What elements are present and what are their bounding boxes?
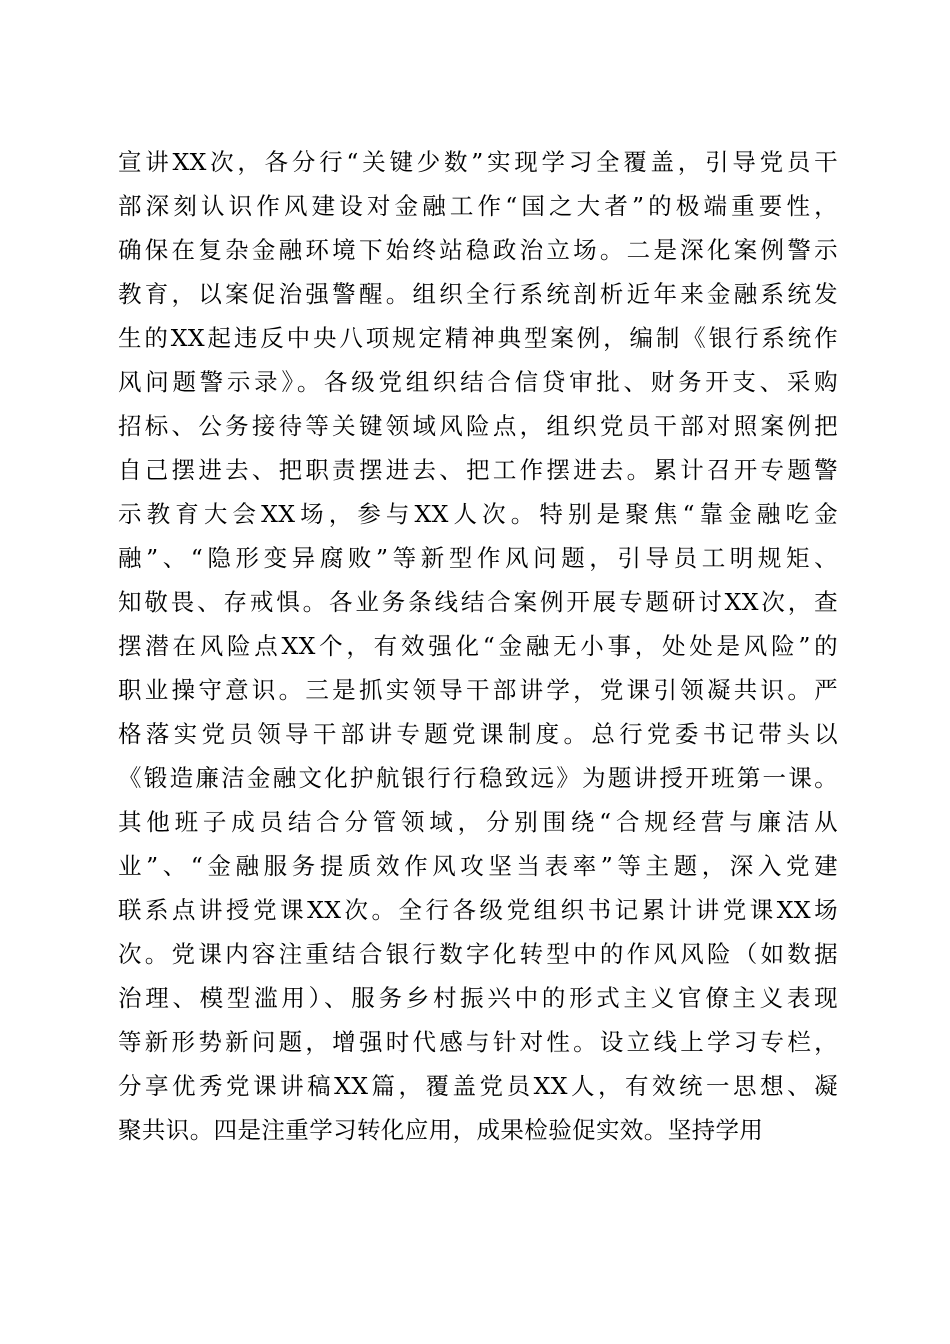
text-line: 风问题警示录》。各级党组织结合信贷审批、财务开支、采购 — [118, 368, 838, 396]
text-line: 招标、公务接待等关键领域风险点，组织党员干部对照案例把 — [118, 412, 838, 440]
text-line: 确保在复杂金融环境下始终站稳政治立场。二是深化案例警示 — [118, 236, 838, 264]
text-line: 生的XX起违反中央八项规定精神典型案例，编制《银行系统作 — [118, 324, 838, 352]
text-line: 其他班子成员结合分管领域，分别围绕“合规经营与廉洁从 — [118, 808, 838, 836]
text-line: 自己摆进去、把职责摆进去、把工作摆进去。累计召开专题警 — [118, 456, 838, 484]
text-line: 等新形势新问题，增强时代感与针对性。设立线上学习专栏， — [118, 1028, 838, 1056]
text-line: 格落实党员领导干部讲专题党课制度。总行党委书记带头以 — [118, 720, 838, 748]
text-line: 示教育大会XX场，参与XX人次。特别是聚焦“靠金融吃金 — [118, 500, 838, 528]
body-text — [118, 140, 838, 1152]
text-line: 知敬畏、存戒惧。各业务条线结合案例开展专题研讨XX次，查 — [118, 588, 838, 616]
text-line: 宣讲XX次，各分行“关键少数”实现学习全覆盖，引导党员干 — [118, 148, 838, 176]
text-line: 次。党课内容注重结合银行数字化转型中的作风风险（如数据 — [118, 940, 838, 968]
text-line: 职业操守意识。三是抓实领导干部讲学，党课引领凝共识。严 — [118, 676, 838, 704]
text-line: 摆潜在风险点XX个，有效强化“金融无小事，处处是风险”的 — [118, 632, 838, 660]
text-line: 分享优秀党课讲稿XX篇，覆盖党员XX人，有效统一思想、凝 — [118, 1072, 838, 1100]
text-line: 教育，以案促治强警醒。组织全行系统剖析近年来金融系统发 — [118, 280, 838, 308]
text-line: 融”、“隐形变异腐败”等新型作风问题，引导员工明规矩、 — [118, 544, 838, 572]
text-line: 部深刻认识作风建设对金融工作“国之大者”的极端重要性， — [118, 192, 838, 220]
text-line: 业”、“金融服务提质效作风攻坚当表率”等主题，深入党建 — [118, 852, 838, 880]
text-line: 联系点讲授党课XX次。全行各级党组织书记累计讲党课XX场 — [118, 896, 838, 924]
text-line: 聚共识。四是注重学习转化应用，成果检验促实效。坚持学用 — [118, 1116, 764, 1144]
text-line: 治理、模型滥用）、服务乡村振兴中的形式主义官僚主义表现 — [118, 984, 838, 1012]
text-line: 《锻造廉洁金融文化护航银行行稳致远》为题讲授开班第一课。 — [118, 764, 838, 792]
